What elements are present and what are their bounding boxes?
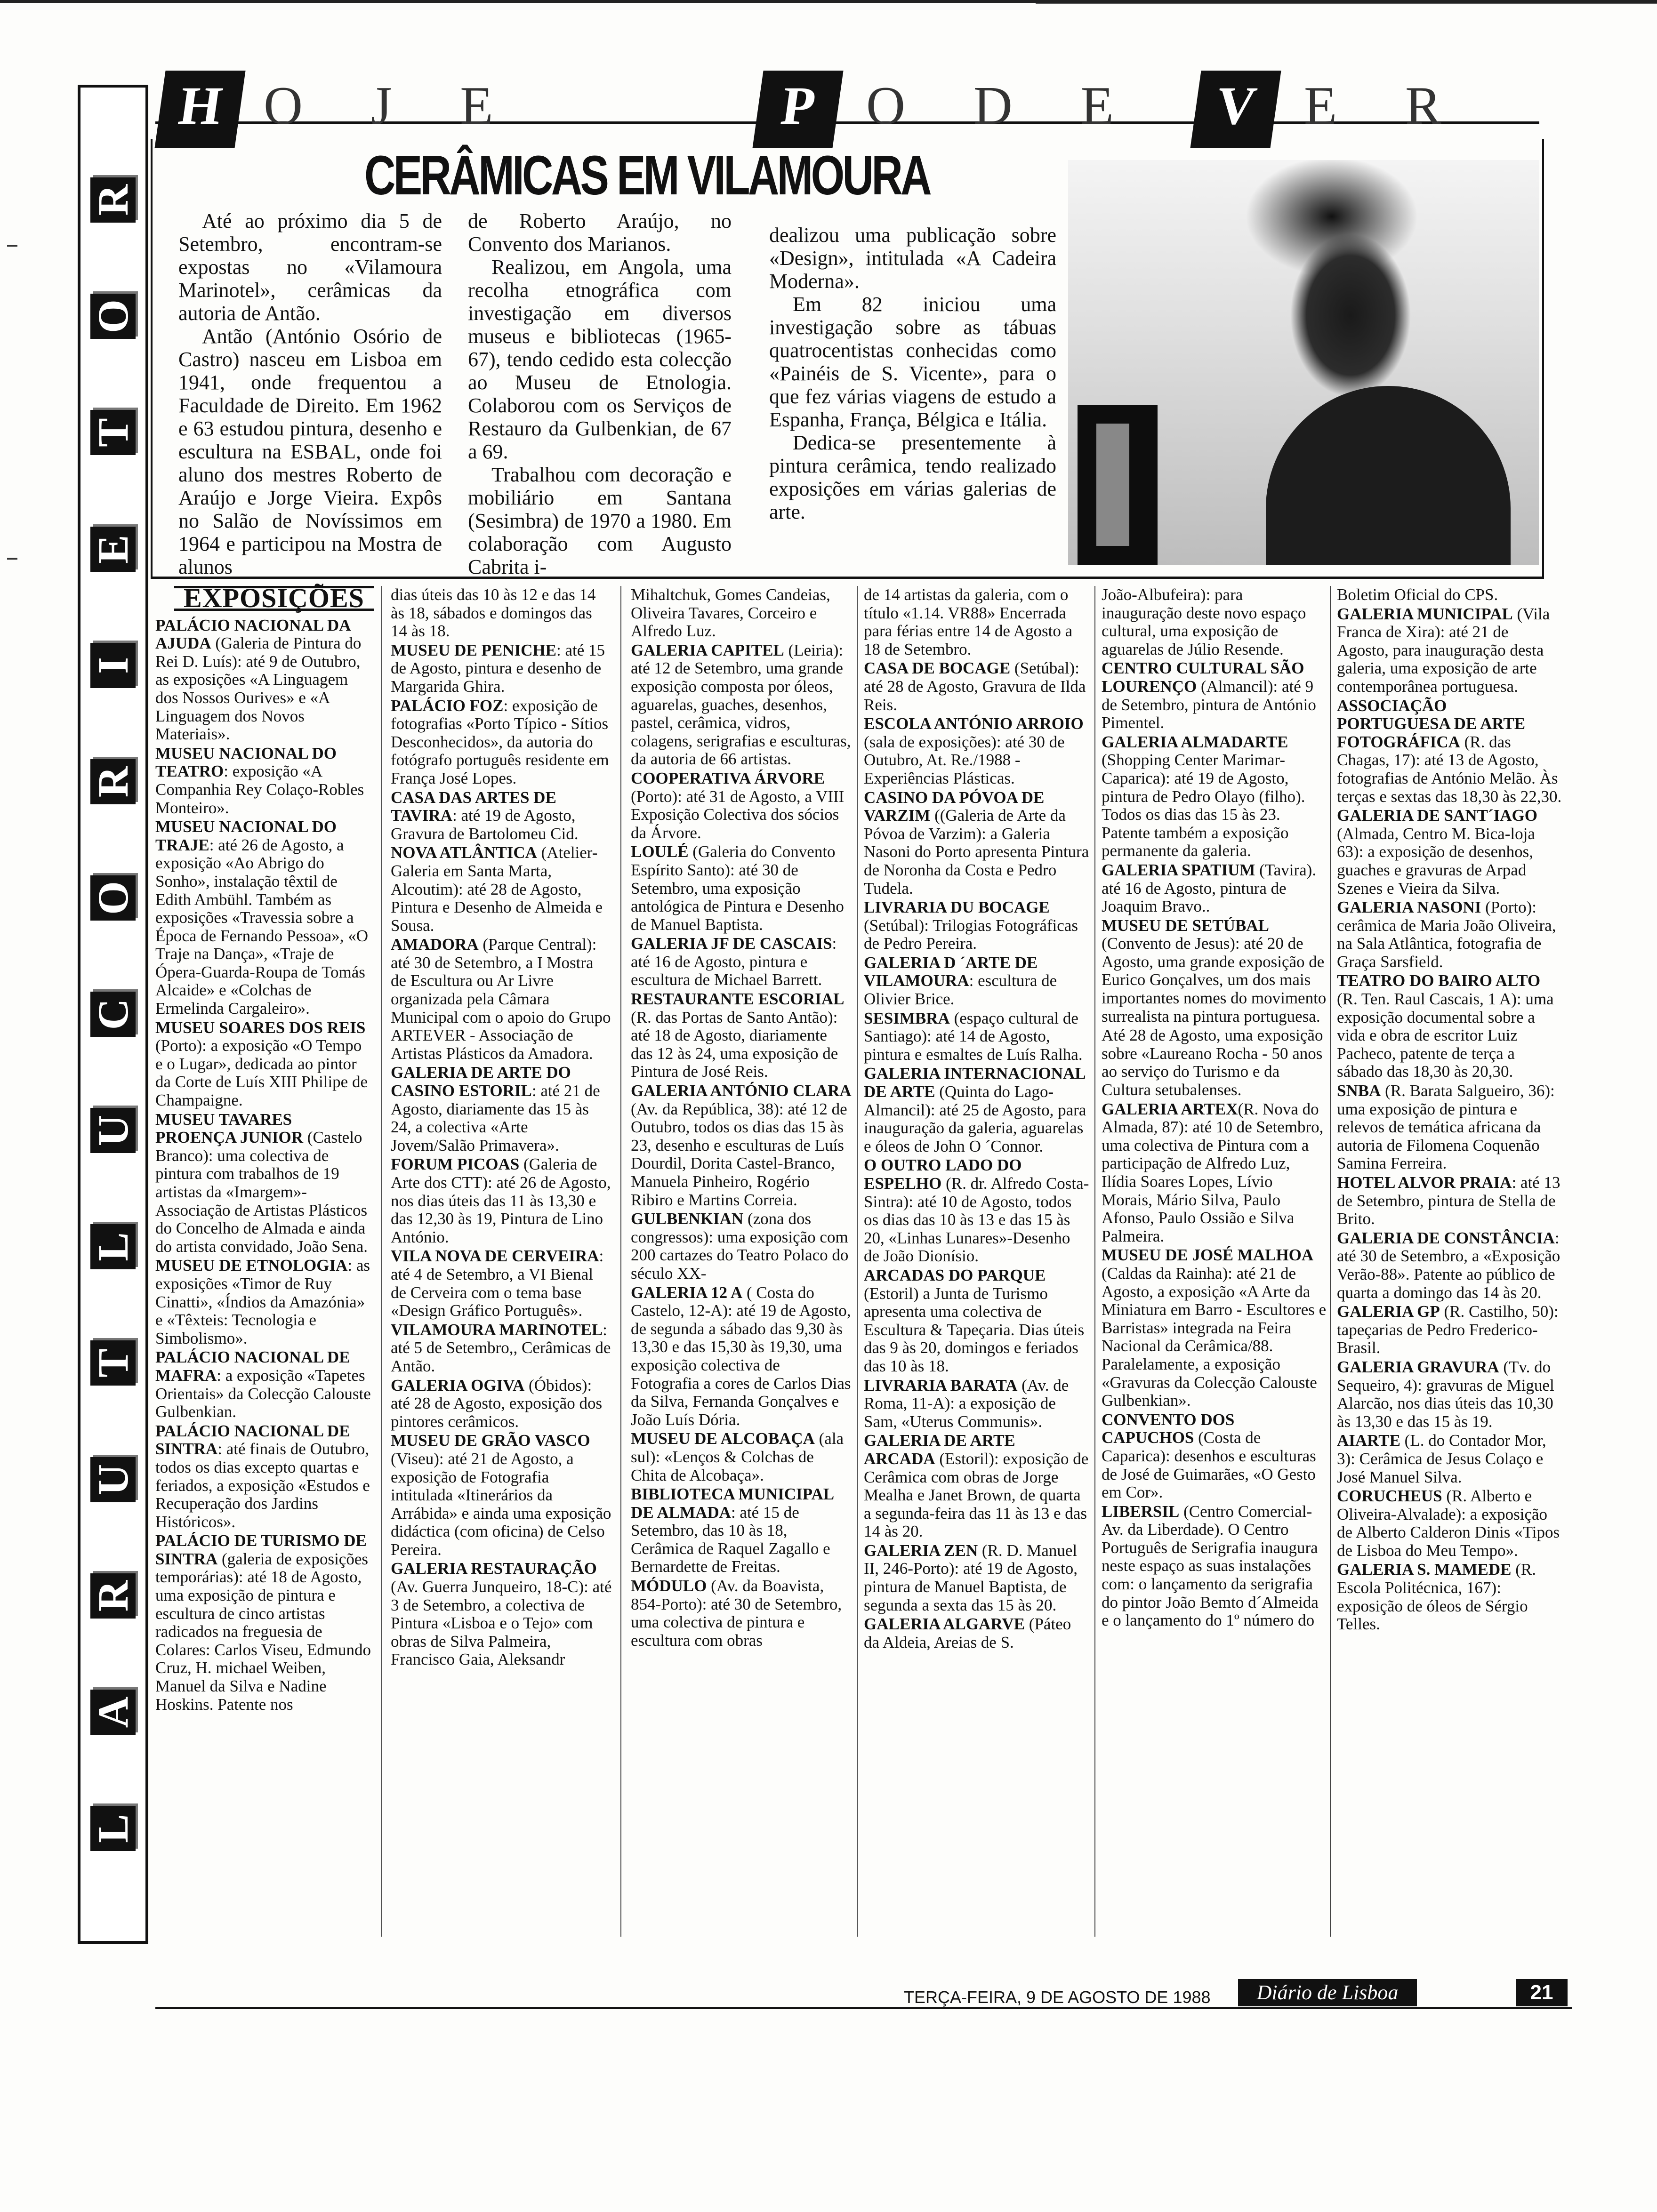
listing-venue: GALERIA ZEN <box>864 1541 978 1560</box>
listing-entry <box>155 617 372 744</box>
listing-details: : escultura de Olivier Brice. <box>864 971 1057 1009</box>
column-rule <box>857 586 858 1937</box>
newspaper-name-logo: Diário de Lisboa <box>1238 1979 1417 2006</box>
feature-paragraph: Dedica-se presentemente à pintura cerâmica, tendo realizado exposições em várias galerias de arte. <box>769 431 1056 523</box>
listing-entry <box>1102 1246 1327 1410</box>
listing-venue: GALERIA S. MAMEDE <box>1337 1560 1512 1579</box>
listing-venue: AMADORA <box>391 935 479 954</box>
listing-venue: NOVA ATLÂNTICA <box>391 843 537 862</box>
listing-venue: GALERIA DE SANT´IAGO <box>1337 806 1537 825</box>
listing-entry <box>1102 917 1327 1026</box>
listing-entry <box>631 1284 852 1429</box>
listing-venue: BIBLIOTECA MUNICIPAL DE ALMADA <box>631 1485 834 1522</box>
listing-details: (Av. da República, 38): até 12 de Outubro, todos os dias das 15 às 23, desenho e esculturas de Luís Dourdil, Dorita Castel-Branco, Manuela Pinheiro, Rogério Ribiro e Martins Correia. <box>631 1099 847 1209</box>
listing-entry <box>864 1010 1090 1064</box>
banner-letter: C <box>90 992 136 1037</box>
listing-venue: TEATRO DO BAIRO ALTO <box>1337 971 1541 990</box>
listing-venue: GALERIA ANTÓNIO CLARA <box>631 1082 852 1100</box>
listing-entry <box>864 954 1090 1009</box>
listing-entry <box>864 1156 1090 1266</box>
listing-entry <box>155 1111 372 1256</box>
listing-details: (Estoril) a Junta de Turismo apresenta uma colectiva de Escultura & Tapeçaria. Dias úteis das 9 às 20, domingos e feriados das 10 às 18. <box>864 1284 1085 1375</box>
listing-venue: MUSEU DE GRÃO VASCO <box>391 1431 590 1450</box>
footer-date: TERÇA-FEIRA, 9 DE AGOSTO DE 1988 <box>904 1988 1211 2007</box>
listing-entry <box>391 1247 612 1320</box>
listing-details: : até 15 de Setembro, das 10 às 18, Cerâmica de Raquel Zagallo e Bernardette de Freitas. <box>631 1503 830 1576</box>
listing-entry <box>1337 1303 1563 1357</box>
section-banner-roteiro-cultural <box>78 85 148 1944</box>
listing-venue: CONVENTO DOS CAPUCHOS <box>1102 1410 1235 1447</box>
feature-paragraph: Em 82 iniciou uma investigação sobre as tábuas quatrocentistas conhecidas como «Painéis de S. Vicente», para o que fez várias viagens de estudo a Espanha, França, Bélgica e Itália. <box>769 293 1056 431</box>
listing-entry <box>864 1065 1090 1155</box>
listing-details: dias úteis das 10 às 12 e das 14 às 18, sábados e domingos das 14 às 18. <box>391 585 596 641</box>
listing-venue: COOPERATIVA ÁRVORE <box>631 769 825 787</box>
listing-details: (Costa de Caparica): desenhos e esculturas de José de Guimarães, «O Gesto em Cor». <box>1102 1428 1316 1502</box>
listing-details: : até 4 de Setembro, a VI Bienal de Cerveira com o tema base «Design Gráfico Português». <box>391 1247 604 1320</box>
listing-details: (Centro Comercial-Av. da Liberdade). O Centro Português de Serigrafia inaugura neste espaço as suas instalações com: o lançamento da serigrafia do pintor João Bemto d´Almeida e o lançamento do 1º número do <box>1102 1502 1319 1630</box>
listing-details: (Porto): até 31 de Agosto, a VIII Exposição Colectiva dos sócios da Árvore. <box>631 787 845 842</box>
listing-details: (espaço cultural de Santiago): até 14 de Agosto, pintura e esmaltes de Luís Ralha. <box>864 1009 1083 1064</box>
listing-details: (Almancil): até 9 de Setembro, pintura de António Pimentel. <box>1102 677 1316 732</box>
listing-venue: GALERIA GP <box>1337 1302 1440 1321</box>
listing-details: (Tv. do Sequeiro, 4): gravuras de Miguel Alarcão, nos dias úteis das 10,30 às 13,30 e das 15 às 19. <box>1337 1357 1554 1431</box>
listing-venue: VILAMOURA MARINOTEL <box>391 1320 603 1339</box>
listing-details: (R. das Portas de Santo Antão): até 18 de Agosto, diariamente das 12 às 24, uma exposição de Pintura de José Reis. <box>631 1008 838 1081</box>
listing-details: : até 5 de Setembro,, Cerâmicas de Antão. <box>391 1320 611 1375</box>
listing-entry <box>864 1266 1090 1376</box>
listing-details: : até 13 de Setembro, pintura de Stella de Brito. <box>1337 1173 1560 1228</box>
listing-entry <box>864 1377 1090 1431</box>
listing-details: (Galeria do Convento Espírito Santo): até 30 de Setembro, uma exposição antológica de Pintura e Desenho de Manuel Baptista. <box>631 842 844 934</box>
listing-entry <box>631 769 852 842</box>
listing-details: : até 19 de Agosto, Gravura de Bartolomeu Cid. <box>391 806 579 843</box>
listing-venue: MUSEU DE PENICHE <box>391 641 556 659</box>
masthead-word-ode: O D E <box>866 76 1141 136</box>
listing-entry <box>1102 659 1327 732</box>
listing-venue: GALERIA DE ARTE ARCADA <box>864 1431 1015 1468</box>
listing-venue: O OUTRO LADO DO ESPELHO <box>864 1156 1022 1193</box>
feature-paragraph: Antão (António Osório de Castro) nasceu em Lisboa em 1941, onde frequentou a Faculdade de Direito. Em 1962 e 63 estudou pintura, desenho e escultura na ESBAL, onde foi aluno dos mestres Roberto de Araújo e Jorge Vieira. Expôs no Salão de Novíssimos em 1964 e participou na Mostra de alunos <box>178 325 442 578</box>
listing-entry <box>391 844 612 935</box>
listing-details: ((Galeria de Arte da Póvoa de Varzim): a Galeria Nasoni do Porto apresenta Pintura de Noronha da Costa e Pedro Tudela. <box>864 806 1089 898</box>
listing-entry <box>864 1432 1090 1541</box>
banner-letter: U <box>90 1457 136 1502</box>
top-border-rule-secondary <box>1036 3 1657 4</box>
listing-venue: CORUCHEUS <box>1337 1487 1442 1506</box>
listing-entry <box>391 1432 612 1559</box>
listing-entry <box>631 641 852 769</box>
listing-entry <box>1102 1100 1327 1246</box>
listing-venue: GALERIA INTERNACIONAL DE ARTE <box>864 1064 1085 1101</box>
listing-venue: CASA DE BOCAGE <box>864 659 1011 678</box>
listing-details: (Almada, Centro M. Bica-loja 63): a exposição de desenhos, guaches e gravuras de Arpad Szenes e Vieira da Silva. <box>1337 824 1535 898</box>
listing-entry <box>631 1430 852 1484</box>
listing-entry <box>155 1257 372 1347</box>
listing-entry <box>1102 1026 1327 1099</box>
listing-entry <box>155 1532 372 1714</box>
banner-letter: U <box>90 1108 136 1153</box>
listing-details: (Castelo Branco): uma colectiva de pintura com trabalhos de 19 artistas da «Imargem»-Associação de Artistas Plásticos do Concelho de Almada e ainda do artista convidado, João Sena. <box>155 1128 368 1256</box>
banner-letter: A <box>90 1690 136 1735</box>
listing-entry <box>631 990 852 1081</box>
listing-details: : as exposições «Timor de Ruy Cinatti», «Índios da Amazónia» e «Têxteis: Tecnologia e Simbolismo». <box>155 1256 370 1347</box>
listing-venue: MUSEU DE JOSÉ MALHOA <box>1102 1246 1314 1265</box>
listing-venue: MUSEU TAVARES PROENÇA JUNIOR <box>155 1110 304 1147</box>
masthead-letter-h: H <box>154 71 245 148</box>
listing-entry <box>1337 972 1563 1081</box>
listing-details: (R. D. Manuel II, 246-Porto): até 19 de Agosto, pintura de Manuel Baptista, de segunda a sexta das 15 às 20. <box>864 1541 1078 1614</box>
feature-paragraph: de Roberto Araújo, no Convento dos Marianos. <box>468 209 732 256</box>
listing-venue: GALERIA CAPITEL <box>631 641 784 659</box>
listing-entry <box>391 1155 612 1246</box>
listing-venue: GALERIA ARTEX <box>1102 1099 1238 1118</box>
margin-mark <box>7 558 17 560</box>
listing-entry <box>155 818 372 1018</box>
listing-details: (R. dr. Alfredo Costa-Sintra): até 10 de Agosto, todos os dias das 10 às 13 e das 15 às 20, «Linhas Lunares»-Desenho de João Dionísio. <box>864 1174 1089 1266</box>
listing-entry <box>1102 861 1327 916</box>
listing-venue: CASA DAS ARTES DE TAVIRA <box>391 788 556 825</box>
listing-entry <box>864 659 1090 714</box>
listing-details: (Shopping Center Marimar-Caparica): até 19 de Agosto, pintura de Pedro Olayo (filho). Todos os dias das 15 às 23. Patente também a exposição permanente da galeria. <box>1102 751 1305 860</box>
listing-venue: GALERIA SPATIUM <box>1102 860 1255 879</box>
listing-venue: MUSEU DE ALCOBAÇA <box>631 1429 815 1448</box>
listing-venue: AIARTE <box>1337 1431 1400 1450</box>
listing-details: (R. Ten. Raul Cascais, 1 A): uma exposição documental sobre a vida e obra de escritor Luiz Pacheco, patente de terça a sábado das 18,30 às 20,30. <box>1337 990 1554 1081</box>
listing-entry <box>1337 586 1563 604</box>
listing-venue: MUSEU NACIONAL DO TRAJE <box>155 817 337 854</box>
banner-letter: I <box>90 643 136 688</box>
listing-venue: GALERIA MUNICIPAL <box>1337 604 1513 623</box>
listing-column-5 <box>1102 586 1327 1937</box>
feature-paragraph: Até ao próximo dia 5 de Setembro, encontram-se expostas no «Vilamoura Marinotel», cerâmicas da autoria de Antão. <box>178 209 442 325</box>
listing-venue: GALERIA OGIVA <box>391 1376 525 1395</box>
listing-entry <box>1102 1503 1327 1630</box>
listing-entry <box>1337 898 1563 971</box>
listing-details: (Parque Central): até 30 de Setembro, a I Mostra de Escultura ou Ar Livre organizada pela Câmara Municipal com o apoio do Grupo ARTEVER - Associação de Artistas Plásticos da Amadora. <box>391 935 611 1063</box>
listing-entry <box>155 1348 372 1421</box>
listing-details: (Páteo da Aldeia, Areias de S. <box>864 1615 1071 1651</box>
listing-venue: LOULÉ <box>631 842 689 861</box>
listing-venue: FORUM PICOAS <box>391 1155 520 1174</box>
masthead-letter-p: P <box>752 71 843 148</box>
listing-details: : exposição de fotografias «Porto Típico - Sítios Desconhecidos», da autoria do fotógrafo português residente em França José Lopes. <box>391 696 609 787</box>
listing-entry <box>391 789 612 843</box>
listing-details: (Galeria de Pintura do Rei D. Luís): até 9 de Outubro, as exposições «A Linguagem dos Nossos Ourives» e «A Linguagem dos Novos Materiais». <box>155 634 362 744</box>
masthead-hoje-pode-ver <box>155 71 1530 141</box>
listing-details: : a exposição «Tapetes Orientais» da Colecção Calouste Gulbenkian. <box>155 1366 371 1421</box>
listing-entry <box>1337 1082 1563 1173</box>
listing-column-6 <box>1337 586 1563 1937</box>
listing-venue: LIBERSIL <box>1102 1502 1180 1521</box>
listing-column-3 <box>631 586 852 1937</box>
listing-details: (Convento de Jesus): até 20 de Agosto, uma grande exposição de Eurico Gonçalves, um dos mais importantes nomes do movimento surrealista na pintura portuguesa. <box>1102 934 1327 1026</box>
listing-entry <box>391 936 612 1063</box>
listing-venue: HOTEL ALVOR PRAIA <box>1337 1173 1512 1192</box>
listing-details: (R. das Chagas, 17): até 13 de Agosto, fotografias de António Melão. Às terças e sextas das 18,30 às 22,30. <box>1337 732 1562 806</box>
listing-entry <box>1337 807 1563 898</box>
listing-details: (Av. Guerra Junqueiro, 18-C): até 3 de Setembro, a colectiva de Pintura «Lisboa e o Tejo» com obras de Silva Palmeira, Francisco Gaia, Aleksandr <box>391 1578 612 1669</box>
listing-entry <box>864 586 1090 658</box>
listing-details: (R. Escola Politécnica, 167): exposição de óleos de Sérgio Telles. <box>1337 1560 1536 1634</box>
listing-entry <box>155 745 372 817</box>
listing-entry <box>391 1321 612 1376</box>
listing-details: (Caldas da Rainha): até 21 de Agosto, a exposição «A Arte da Miniatura em Barro - Escultores e Barristas» integrada na Feira Nacional da Cerâmica/88. Paralelamente, a exposição «Gravuras da Colecção Calouste Gulbenkian». <box>1102 1264 1327 1410</box>
listing-details: de 14 artistas da galeria, com o título «1.14. VR88» Encerrada para férias entre 14 de Agosto a 18 de Setembro. <box>864 585 1073 658</box>
feature-column-3 <box>769 224 1056 523</box>
feature-article <box>151 139 1544 579</box>
listing-details: : exposição «A Companhia Rey Colaço-Robles Monteiro». <box>155 762 364 817</box>
listing-details: : até 30 de Setembro, a «Exposição Verão-88». Patente ao público de quarta a domingo das 14 às 20. <box>1337 1228 1560 1302</box>
listing-details: : até 16 de Agosto, pintura e escultura de Michael Barrett. <box>631 934 837 989</box>
banner-letter: O <box>90 294 136 339</box>
listing-entry <box>864 898 1090 953</box>
listing-details: (Estoril): exposição de Cerâmica com obras de Jorge Mealha e Janet Brown, de quarta a segunda-feira das 11 às 13 e das 14 às 20. <box>864 1449 1089 1541</box>
listing-details: (Av. de Roma, 11-A): a exposição de Sam, «Uterus Communis». <box>864 1376 1069 1431</box>
listing-venue: MUSEU SOARES DOS REIS <box>155 1018 366 1037</box>
listing-details: (R. Alberto e Oliveira-Alvalade): a exposição de Alberto Calderon Dinis «Tipos de Lisboa do Meu Tempo». <box>1337 1487 1560 1560</box>
listing-column-2 <box>391 586 612 1937</box>
listing-details: (Óbidos): até 28 de Agosto, exposição dos pintores cerâmicos. <box>391 1376 603 1431</box>
listing-venue: GALERIA JF DE CASCAIS <box>631 934 832 953</box>
listing-venue: GALERIA DE CONSTÂNCIA <box>1337 1228 1555 1247</box>
listing-venue: GALERIA RESTAURAÇÃO <box>391 1559 597 1578</box>
feature-headline: CERÂMICAS EM VILAMOURA <box>364 144 930 207</box>
listing-details: Até 28 de Agosto, uma exposição sobre «Laureano Rocha - 50 anos ao serviço do Turismo e da Cultura setubalenses. <box>1102 1026 1323 1099</box>
feature-paragraph: Trabalhou com decoração e mobiliário em Santana (Sesimbra) de 1970 a 1980. Em colaboração com Augusto Cabrita i- <box>468 463 732 578</box>
masthead-word-er: E R <box>1304 76 1469 136</box>
listing-venue: GALERIA NASONI <box>1337 898 1481 917</box>
listing-title: EXPOSIÇÕES <box>174 586 374 611</box>
listing-details: (zona dos congressos): uma exposição com 200 cartazes do Teatro Polaco do século XX- <box>631 1210 849 1282</box>
listing-entry <box>864 789 1090 898</box>
listing-details: Boletim Oficial do CPS. <box>1337 585 1498 604</box>
listing-venue: GULBENKIAN <box>631 1210 744 1228</box>
listing-entry <box>1337 1229 1563 1302</box>
listing-entry <box>391 697 612 788</box>
banner-letter: R <box>90 759 136 804</box>
listing-venue: GALERIA ALGARVE <box>864 1615 1025 1634</box>
listing-venue: PALÁCIO FOZ <box>391 696 504 715</box>
banner-letter: E <box>90 527 136 572</box>
listing-entry <box>631 843 852 934</box>
listing-details: (Viseu): até 21 de Agosto, a exposição de Fotografia intitulada «Itinerários da Arrábida» e ainda uma exposição didáctica (com oficina) de Celso Pereira. <box>391 1449 611 1559</box>
listing-column-1 <box>155 583 372 1937</box>
listing-entry <box>631 1577 852 1650</box>
listing-entry <box>631 1210 852 1282</box>
listing-entry <box>631 935 852 989</box>
listing-entry <box>864 715 1090 787</box>
listing-details: : até 26 de Agosto, a exposição «Ao Abrigo do Sonho», instalação têxtil de Edith Ambühl. Também as exposições «Travessia sobre a Época de Fernando Pessoa», «O Traje na Dança», «Traje de Ópera-Guarda-Roupa de Tomás Alcaide» e «Colchas de Ermelinda Cargaleiro». <box>155 835 368 1018</box>
banner-letter: O <box>90 875 136 921</box>
listing-venue: PALÁCIO DE TURISMO DE SINTRA <box>155 1531 367 1568</box>
listing-details: (ala sul): «Lenços & Colchas de Chita de Alcobaça». <box>631 1429 844 1484</box>
listing-entry <box>1337 697 1563 806</box>
listing-details: (R. Nova do Almada, 87): até 10 de Setembro, uma colectiva de Pintura com a participação de Alfredo Luz, Ilídia Soares Lopes, Lívio Morais, Mário Silva, Paulo Afonso, Paulo Ossião e Silva Palmeira. <box>1102 1099 1324 1245</box>
listing-entry <box>391 1064 612 1154</box>
listing-entry <box>1102 1411 1327 1502</box>
listing-entry <box>155 1019 372 1110</box>
page-number: 21 <box>1516 1979 1568 2006</box>
banner-letter: T <box>90 1340 136 1386</box>
artist-portrait-photo <box>1068 160 1539 565</box>
listing-details: (R. Castilho, 50): tapeçarias de Pedro Frederico-Brasil. <box>1337 1302 1559 1357</box>
listing-venue: GALERIA ALMADARTE <box>1102 732 1288 751</box>
listing-venue: ASSOCIAÇÃO PORTUGUESA DE ARTE FOTOGRÁFICA <box>1337 696 1526 751</box>
listing-details: (Porto): cerâmica de Maria João Oliveira, na Sala Atlântica, fotografia de Graça Sarsfield. <box>1337 898 1556 971</box>
column-rule <box>620 586 621 1937</box>
listing-entry <box>1337 1561 1563 1633</box>
listing-entry <box>631 1082 852 1209</box>
listing-venue: RESTAURANTE ESCORIAL <box>631 990 845 1009</box>
masthead-letter-v: V <box>1190 71 1281 148</box>
banner-letter: R <box>90 177 136 223</box>
listing-details: : até 15 de Agosto, pintura e desenho de Margarida Ghira. <box>391 641 605 696</box>
listing-entry <box>631 586 852 641</box>
listing-entry <box>391 1377 612 1431</box>
listing-venue: MUSEU NACIONAL DO TEATRO <box>155 744 337 781</box>
listing-details: Mihaltchuk, Gomes Candeias, Oliveira Tavares, Corceiro e Alfredo Luz. <box>631 585 830 641</box>
listing-entry <box>864 1542 1090 1614</box>
listing-details: (Galeria de Arte dos CTT): até 26 de Agosto, nos dias úteis das 11 às 13,30 e das 12,30 às 19, Pintura de Lino António. <box>391 1155 611 1246</box>
footer-rule <box>155 2007 1572 2009</box>
listing-entry <box>1337 605 1563 696</box>
listing-venue: ESCOLA ANTÓNIO ARROIO <box>864 714 1084 733</box>
listing-venue: LIVRARIA BARATA <box>864 1376 1018 1395</box>
feature-column-1 <box>178 209 442 578</box>
masthead-word-oje: O J E <box>264 76 521 136</box>
listing-venue: PALÁCIO NACIONAL DE MAFRA <box>155 1348 350 1385</box>
listing-entry <box>1102 586 1327 658</box>
listing-details: João-Albufeira): para inauguração deste novo espaço cultural, uma exposição de aguarelas de Júlio Resende. <box>1102 585 1306 658</box>
listing-venue: SESIMBRA <box>864 1009 950 1027</box>
feature-paragraph: dealizou uma publicação sobre «Design», intitulada «A Cadeira Moderna». <box>769 224 1056 293</box>
photo-figure-shoulder <box>1266 386 1511 565</box>
listing-entry <box>391 641 612 696</box>
listing-entry <box>391 1560 612 1669</box>
listing-venue: GALERIA GRAVURA <box>1337 1357 1499 1376</box>
listing-details: (Atelier-Galeria em Santa Marta, Alcoutim): até 28 de Agosto, Pintura e Desenho de Almeida e Sousa. <box>391 843 603 935</box>
listing-details: ( Costa do Castelo, 12-A): até 19 de Agosto, de segunda a sábado das 9,30 às 13,30 e das 15,30 às 19,30, uma exposição colectiva de Fotografia a cores de Carlos Dias da Silva, Fernanda Gonçalves e João Luís Dória. <box>631 1283 851 1429</box>
listing-details: (Av. da Boavista, 854-Porto): até 30 de Setembro, uma colectiva de pintura e escultura com obras <box>631 1577 842 1650</box>
listing-details: (L. do Contador Mor, 3): Cerâmica de Jesus Colaço e José Manuel Silva. <box>1337 1431 1546 1486</box>
listing-venue: CASINO DA PÓVOA DE VARZIM <box>864 788 1045 825</box>
banner-letter: L <box>90 1224 136 1269</box>
listing-venue: CENTRO CULTURAL SÃO LOURENÇO <box>1102 659 1304 696</box>
listing-details: : até finais de Outubro, todos os dias excepto quartas e feriados, a exposição «Estudos e Recuperação dos Jardins Históricos». <box>155 1440 370 1531</box>
listing-details: (Leiria): até 12 de Setembro, uma grande exposição composta por óleos, aguarelas, guaches, desenhos, pastel, cerâmica, vidros, colagens, serigrafias e esculturas, da autoria de 66 artistas. <box>631 641 851 769</box>
listing-venue: GALERIA D ´ARTE DE VILAMOURA <box>864 953 1038 990</box>
listing-entry <box>1337 1432 1563 1486</box>
listing-venue: VILA NOVA DE CERVEIRA <box>391 1247 599 1266</box>
feature-column-2 <box>468 209 732 578</box>
listing-venue: LIVRARIA DU BOCAGE <box>864 898 1050 917</box>
listing-venue: PALÁCIO NACIONAL DE SINTRA <box>155 1421 350 1459</box>
listing-entry <box>1337 1487 1563 1560</box>
listing-column-4 <box>864 586 1090 1937</box>
banner-letter: L <box>90 1806 136 1851</box>
banner-letter: R <box>90 1573 136 1619</box>
listing-details: (galeria de exposições temporárias): até 18 de Agosto, uma exposição de pintura e escultura de cinco artistas radicados na freguesia de Colares: Carlos Viseu, Edmundo Cruz, H. michael Weiben, Manuel da Silva e Nadine Hoskins. Patente nos <box>155 1549 371 1714</box>
listing-entry <box>391 586 612 641</box>
listing-venue: PALÁCIO NACIONAL DA AJUDA <box>155 616 350 653</box>
listing-details: (sala de exposições): até 30 de Outubro, At. Re./1988 - Experiências Plásticas. <box>864 732 1065 787</box>
listing-details: (Porto): a exposição «O Tempo e o Lugar», dedicada ao pintor da Corte de Luís XIII Philipe de Champaigne. <box>155 1036 368 1110</box>
listing-entry <box>631 1485 852 1576</box>
listing-details: (Setúbal): até 28 de Agosto, Gravura de Ilda Reis. <box>864 659 1086 714</box>
listing-details: (Setúbal): Trilogias Fotográficas de Pedro Pereira. <box>864 916 1078 953</box>
listing-entry <box>864 1615 1090 1651</box>
listing-venue: MUSEU DE SETÚBAL <box>1102 916 1269 935</box>
banner-letter: T <box>90 410 136 455</box>
column-rule <box>1330 586 1331 1937</box>
listing-venue: MUSEU DE ETNOLOGIA <box>155 1256 348 1275</box>
listing-entry <box>155 1422 372 1531</box>
listing-venue: SNBA <box>1337 1082 1381 1100</box>
listing-venue: MÓDULO <box>631 1577 707 1595</box>
photo-frame-highlight <box>1096 424 1129 546</box>
feature-paragraph: Realizou, em Angola, uma recolha etnográfica com investigação em diversos museus e bibliotecas (1965-67), tendo cedido esta colecção ao Museu de Etnologia. Colaborou com os Serviços de Restauro da Gulbenkian, de 67 a 69. <box>468 256 732 463</box>
listing-entry <box>1102 733 1327 860</box>
listing-details: : até 21 de Agosto, diariamente das 15 às 24, a colectiva «Arte Jovem/Salão Primavera». <box>391 1082 600 1154</box>
listing-venue: GALERIA DE ARTE DO CASINO ESTORIL <box>391 1063 571 1100</box>
listing-details: (Vila Franca de Xira): até 21 de Agosto, para inauguração desta galeria, uma exposição de arte contemporânea portuguesa. <box>1337 604 1550 696</box>
listing-details: (Quinta do Lago-Almancil): até 25 de Agosto, para inauguração da galeria, aguarelas e óleos de John O ´Connor. <box>864 1082 1086 1155</box>
column-rule <box>381 586 382 1937</box>
listing-entry <box>1337 1174 1563 1228</box>
listing-details: (R. Barata Salgueiro, 36): uma exposição de pintura e relevos de temática africana da autoria de Filomena Coquenão Samina Ferreira. <box>1337 1082 1555 1173</box>
listing-venue: GALERIA 12 A <box>631 1283 743 1302</box>
margin-mark <box>7 245 17 247</box>
listing-entry <box>1337 1358 1563 1431</box>
listing-venue: ARCADAS DO PARQUE <box>864 1266 1046 1284</box>
column-rule <box>1094 586 1095 1937</box>
listing-details: (Tavira). até 16 de Agosto, pintura de Joaquim Bravo.. <box>1102 860 1317 916</box>
